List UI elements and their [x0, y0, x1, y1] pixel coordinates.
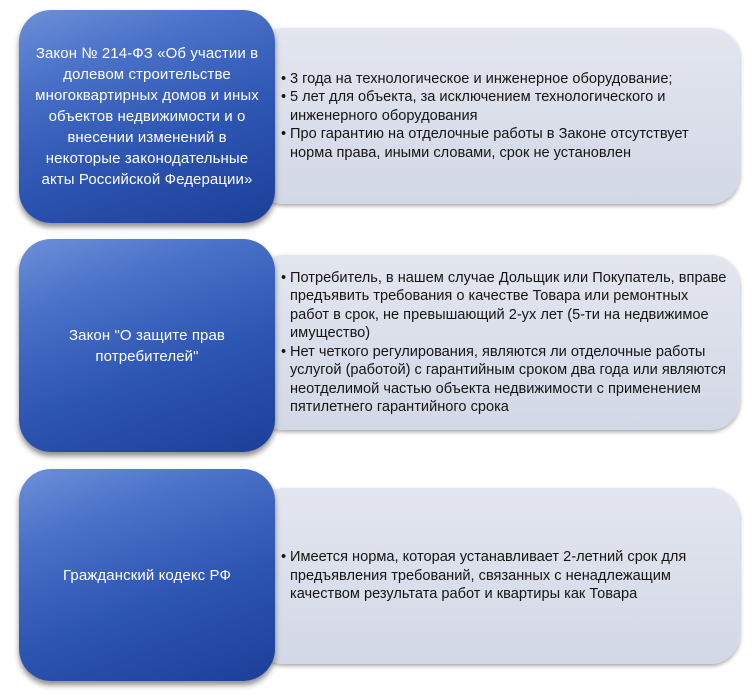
row-2-point-2: • Нет четкого регулирования, являются ли отделочные работы услугой (работой) с гарантийным сроком два года или являются неотделимой частью объекта недвижимости с применением пятилетнего гарантийного срока — [282, 343, 730, 417]
row-1-point-1: • 3 года на технологическое и инженерное оборудование; — [282, 70, 730, 89]
row-1-law-title: Закон № 214-ФЗ «Об участии в долевом строительстве многоквартирных домов и иных объектов недвижимости и о внесении изменений в некоторые законодательные акты Российской Федерации» — [35, 45, 259, 188]
row-1-point-3: • Про гарантию на отделочные работы в Законе отсутствует норма права, иными словами, срок не установлен — [282, 125, 730, 162]
row-2-point-1: • Потребитель, в нашем случае Дольщик или Покупатель, вправе предъявить требования о качестве Товара или ремонтных работ в срок, не превышающий 2-ух лет (5-ти на недвижимое имущество) — [282, 269, 730, 343]
row-2-details-panel — [254, 255, 740, 430]
row-2-law-title: Закон "О защите прав потребителей" — [68, 326, 225, 365]
row-1-law-title-box — [19, 10, 275, 223]
row-3-law-title-box — [19, 469, 275, 681]
row-1-point-2: • 5 лет для объекта, за исключением технологического и инженерного оборудования — [282, 88, 730, 125]
row-3-point-1: • Имеется норма, которая устанавливает 2-летний срок для предъявления требований, связанных с ненадлежащим качеством результата работ и квартиры как Товара — [282, 548, 730, 604]
row-3-law-title: Гражданский кодекс РФ — [63, 566, 231, 584]
row-1-details-panel — [254, 28, 740, 204]
row-2-law-title-box — [19, 239, 275, 452]
row-3-details-panel — [254, 488, 740, 664]
